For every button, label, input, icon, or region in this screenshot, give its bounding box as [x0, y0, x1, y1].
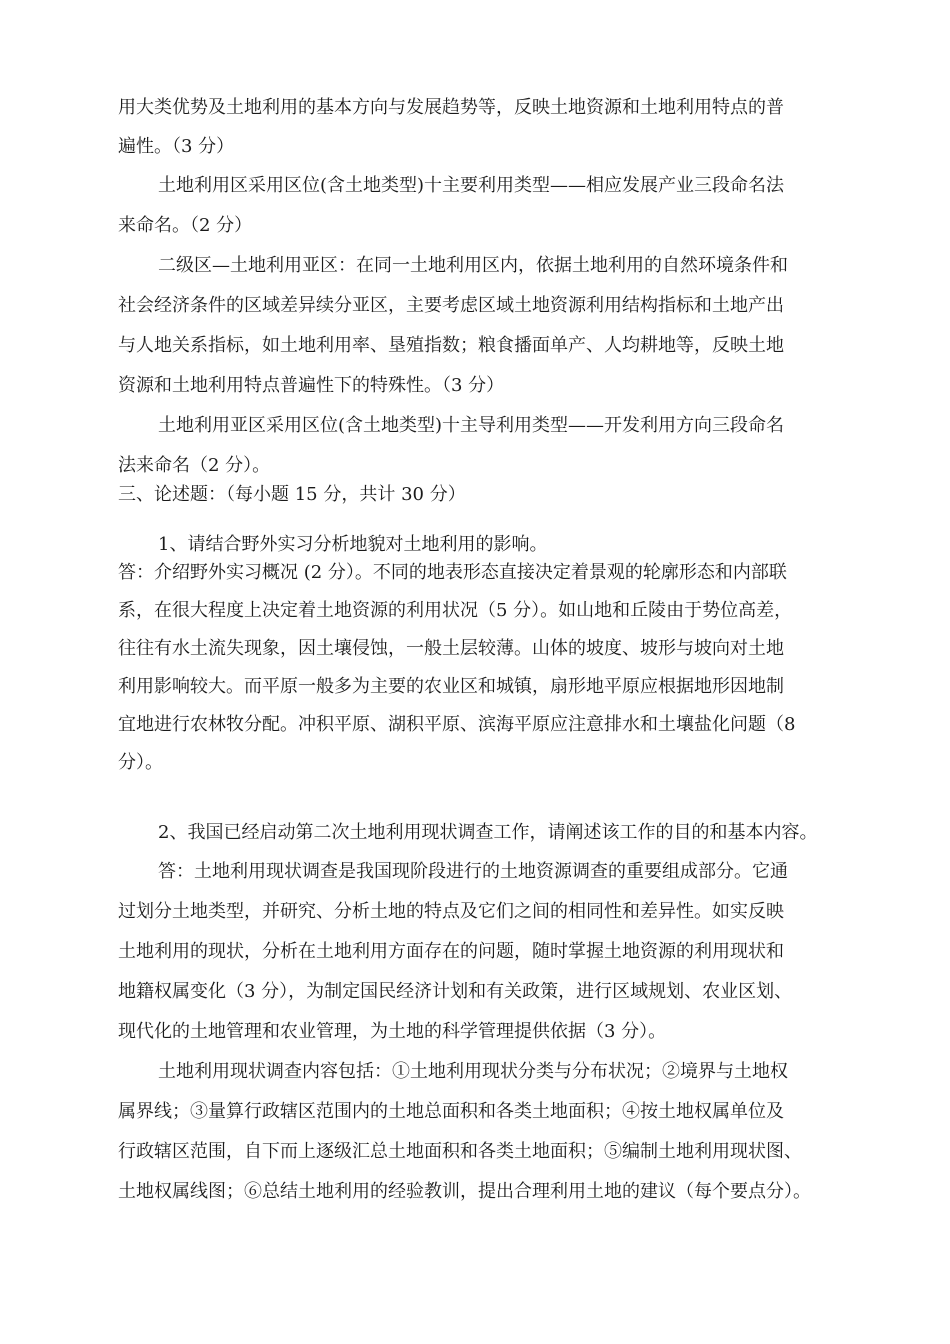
text-line: 遍性。（3 分）: [118, 136, 235, 157]
text-line: 往往有水土流失现象，因土壤侵蚀，一般土层较薄。山体的坡度、坡形与坡向对土地: [118, 638, 784, 659]
text-line: 分）。: [118, 752, 163, 773]
text-line: 土地利用区采用区位(含土地类型)十主要利用类型——相应发展产业三段命名法: [158, 175, 785, 196]
text-line: 过划分土地类型，并研究、分析土地的特点及它们之间的相同性和差异性。如实反映: [118, 901, 784, 922]
text-line: 地籍权属变化（3 分），为制定国民经济计划和有关政策，进行区域规划、农业区划、: [118, 981, 793, 1002]
text-line: 与人地关系指标，如土地利用率、垦殖指数；粮食播面单产、人均耕地等，反映土地: [118, 335, 784, 356]
text-line: 宜地进行农林牧分配。冲积平原、湖积平原、滨海平原应注意排水和土壤盐化问题（8: [118, 714, 796, 735]
section-heading: 三、论述题：（每小题 15 分，共计 30 分）: [118, 484, 466, 505]
text-line: 土地利用亚区采用区位(含土地类型)十主导利用类型——开发利用方向三段命名: [158, 415, 785, 436]
question-1: 1、请结合野外实习分析地貌对土地利用的影响。: [158, 534, 548, 555]
text-line: 资源和土地利用特点普遍性下的特殊性。（3 分）: [118, 375, 505, 396]
text-line: 二级区—土地利用亚区：在同一土地利用区内，依据土地利用的自然环境条件和: [158, 255, 788, 276]
text-line: 行政辖区范围，自下而上逐级汇总土地面积和各类土地面积；⑤编制土地利用现状图、: [118, 1141, 802, 1162]
text-line: 法来命名（2 分）。: [118, 455, 271, 476]
text-line: 现代化的土地管理和农业管理，为土地的科学管理提供依据（3 分）。: [118, 1021, 667, 1042]
text-line: 社会经济条件的区域差异续分亚区，主要考虑区域土地资源利用结构指标和土地产出: [118, 295, 784, 316]
text-line: 来命名。（2 分）: [118, 215, 253, 236]
text-line: 土地权属线图；⑥总结土地利用的经验教训，提出合理利用土地的建议（每个要点分）。: [118, 1181, 811, 1202]
text-line: 土地利用的现状，分析在土地利用方面存在的问题，随时掌握土地资源的利用现状和: [118, 941, 784, 962]
question-2: 2、我国已经启动第二次土地利用现状调查工作，请阐述该工作的目的和基本内容。: [158, 822, 818, 843]
text-line: 用大类优势及土地利用的基本方向与发展趋势等，反映土地资源和土地利用特点的普: [118, 97, 784, 118]
text-line: 系，在很大程度上决定着土地资源的利用状况（5 分）。如山地和丘陵由于势位高差，: [118, 600, 793, 621]
text-line: 利用影响较大。而平原一般多为主要的农业区和城镇，扇形地平原应根据地形因地制: [118, 676, 784, 697]
text-line: 土地利用现状调查内容包括：①土地利用现状分类与分布状况；②境界与土地权: [158, 1061, 788, 1082]
text-line: 答：介绍野外实习概况 (2 分）。不同的地表形态直接决定着景观的轮廓形态和内部联: [118, 562, 787, 583]
text-line: 答：土地利用现状调查是我国现阶段进行的土地资源调查的重要组成部分。它通: [158, 861, 788, 882]
text-line: 属界线；③量算行政辖区范围内的土地总面积和各类土地面积；④按土地权属单位及: [118, 1101, 784, 1122]
